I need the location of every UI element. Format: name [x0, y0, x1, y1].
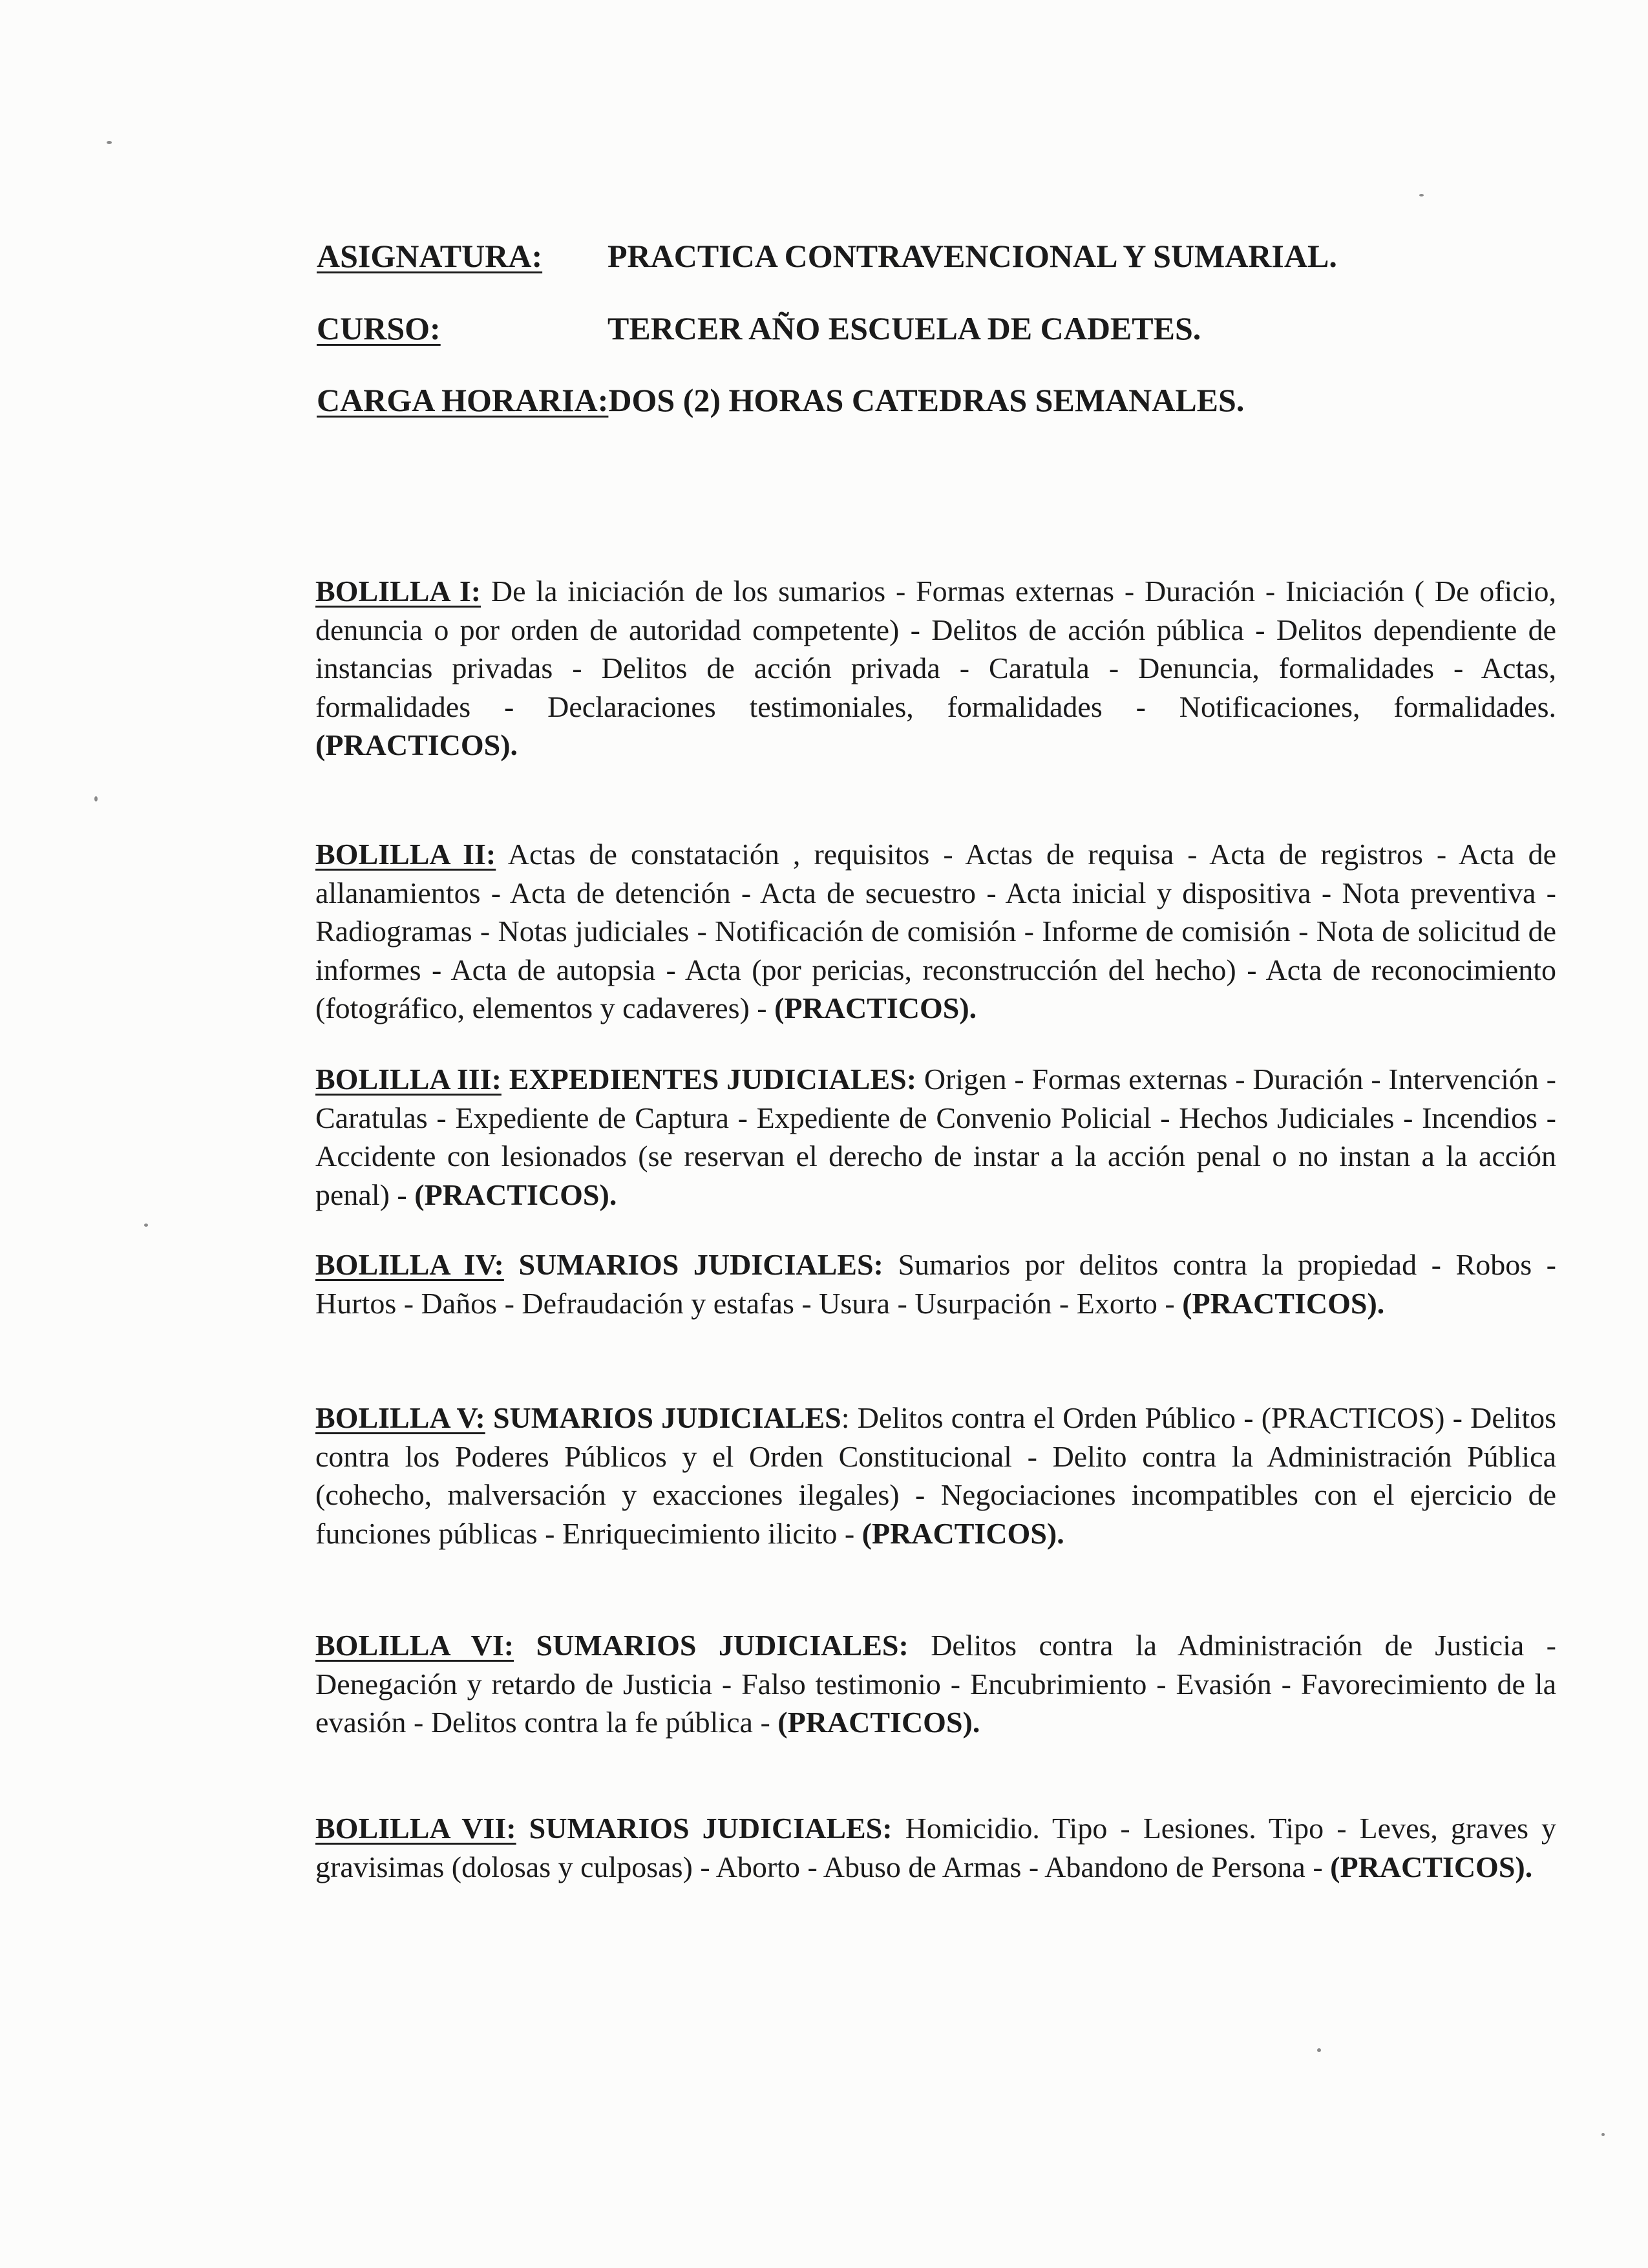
- hours-label: CARGA HORARIA:: [317, 382, 609, 418]
- section-title: BOLILLA V:: [315, 1401, 485, 1434]
- section-text: De la iniciación de los sumarios - Formas externas - Duración - Iniciación ( De oficio, denuncia o por orden de autoridad competente) - Delitos de acción pública - Delitos dependiente de instancias privadas - Delitos de acción privada - Caratula - Denuncia, formalidades - Actas, formalidades - Declaraciones testimoniales, formalidades - Notificaciones, formalidades.: [315, 575, 1556, 723]
- section-text: Delitos contra la Administración de Justicia - Denegación y retardo de Justicia - Falso testimonio - Encubrimiento - Evasión - Favorecimiento de la evasión - Delitos contra la fe pública -: [315, 1629, 1556, 1739]
- section-practicos: (PRACTICOS).: [414, 1178, 617, 1211]
- section-practicos: (PRACTICOS).: [315, 728, 518, 761]
- section-text: : Delitos contra el Orden Público - (PRACTICOS) - Delitos contra los Poderes Públicos y el Orden Constitucional - Delito contra la Administración Pública (cohecho, malversación y exacciones ilegales) - Negociaciones incompatibles con el ejercicio de funciones públicas - Enriquecimiento ilicito -: [315, 1401, 1557, 1550]
- section-bolilla-5: [315, 1399, 1556, 1553]
- section-bolilla-4: [315, 1245, 1556, 1322]
- subject-row: [317, 237, 1337, 275]
- course-label: CURSO:: [317, 310, 441, 346]
- scan-speck: [1419, 194, 1424, 196]
- section-practicos: (PRACTICOS).: [861, 1516, 1064, 1550]
- section-bolilla-7: [315, 1809, 1556, 1886]
- section-practicos: (PRACTICOS).: [1330, 1850, 1533, 1883]
- section-practicos: (PRACTICOS).: [774, 991, 977, 1024]
- course-value: TERCER AÑO ESCUELA DE CADETES.: [607, 310, 1201, 346]
- scan-speck: [1317, 2048, 1321, 2052]
- scan-speck: [94, 796, 98, 801]
- section-text: Homicidio. Tipo - Lesiones. Tipo - Leves, graves y gravisimas (dolosas y culposas) - Aborto - Abuso de Armas - Abandono de Persona -: [315, 1812, 1556, 1883]
- section-practicos: (PRACTICOS).: [777, 1706, 980, 1739]
- section-heading: SUMARIOS JUDICIALES:: [516, 1812, 893, 1845]
- subject-label: ASIGNATURA:: [317, 238, 543, 274]
- section-bolilla-3: [315, 1060, 1556, 1214]
- section-title: BOLILLA I:: [315, 575, 481, 608]
- section-title: BOLILLA IV:: [315, 1248, 504, 1281]
- scan-speck: [144, 1224, 148, 1227]
- section-title: BOLILLA VII:: [315, 1812, 516, 1845]
- section-text: Sumarios por delitos contra la propiedad - Robos - Hurtos - Daños - Defraudación y estafas - Usura - Usurpación - Exorto -: [315, 1248, 1556, 1320]
- section-heading: SUMARIOS JUDICIALES:: [503, 1248, 883, 1281]
- section-text: Origen - Formas externas - Duración - Intervención - Caratulas - Expediente de Captura - Expediente de Convenio Policial - Hechos Judiciales - Incendios - Accidente con lesionados (se reservan el derecho de instar a la acción penal o no instan a la acción penal) -: [315, 1063, 1556, 1211]
- section-title: BOLILLA II:: [315, 838, 496, 871]
- course-row: [317, 309, 1201, 348]
- section-bolilla-1: [315, 572, 1556, 765]
- section-title: BOLILLA VI:: [315, 1629, 514, 1662]
- scan-speck: [1601, 2133, 1605, 2136]
- section-title: BOLILLA III:: [315, 1063, 502, 1096]
- section-heading: EXPEDIENTES JUDICIALES:: [501, 1063, 917, 1096]
- section-bolilla-2: [315, 835, 1556, 1028]
- section-practicos: (PRACTICOS).: [1182, 1286, 1385, 1320]
- section-heading: SUMARIOS JUDICIALES: [485, 1401, 841, 1434]
- hours-row: [317, 381, 1244, 419]
- subject-value: PRACTICA CONTRAVENCIONAL Y SUMARIAL.: [607, 238, 1337, 274]
- scan-speck: [107, 141, 112, 144]
- section-bolilla-6: [315, 1626, 1556, 1742]
- section-heading: SUMARIOS JUDICIALES:: [514, 1629, 909, 1662]
- section-text: Actas de constatación , requisitos - Actas de requisa - Acta de registros - Acta de allanamientos - Acta de detención - Acta de secuestro - Acta inicial y dispositiva - Nota preventiva - Radiogramas - Notas judiciales - Notificación de comisión - Informe de comisión - Nota de solicitud de informes - Acta de autopsia - Acta (por pericias, reconstrucción del hecho) - Acta de reconocimiento (fotográfico, elementos y cadaveres) -: [315, 838, 1556, 1024]
- hours-value: DOS (2) HORAS CATEDRAS SEMANALES.: [608, 382, 1245, 418]
